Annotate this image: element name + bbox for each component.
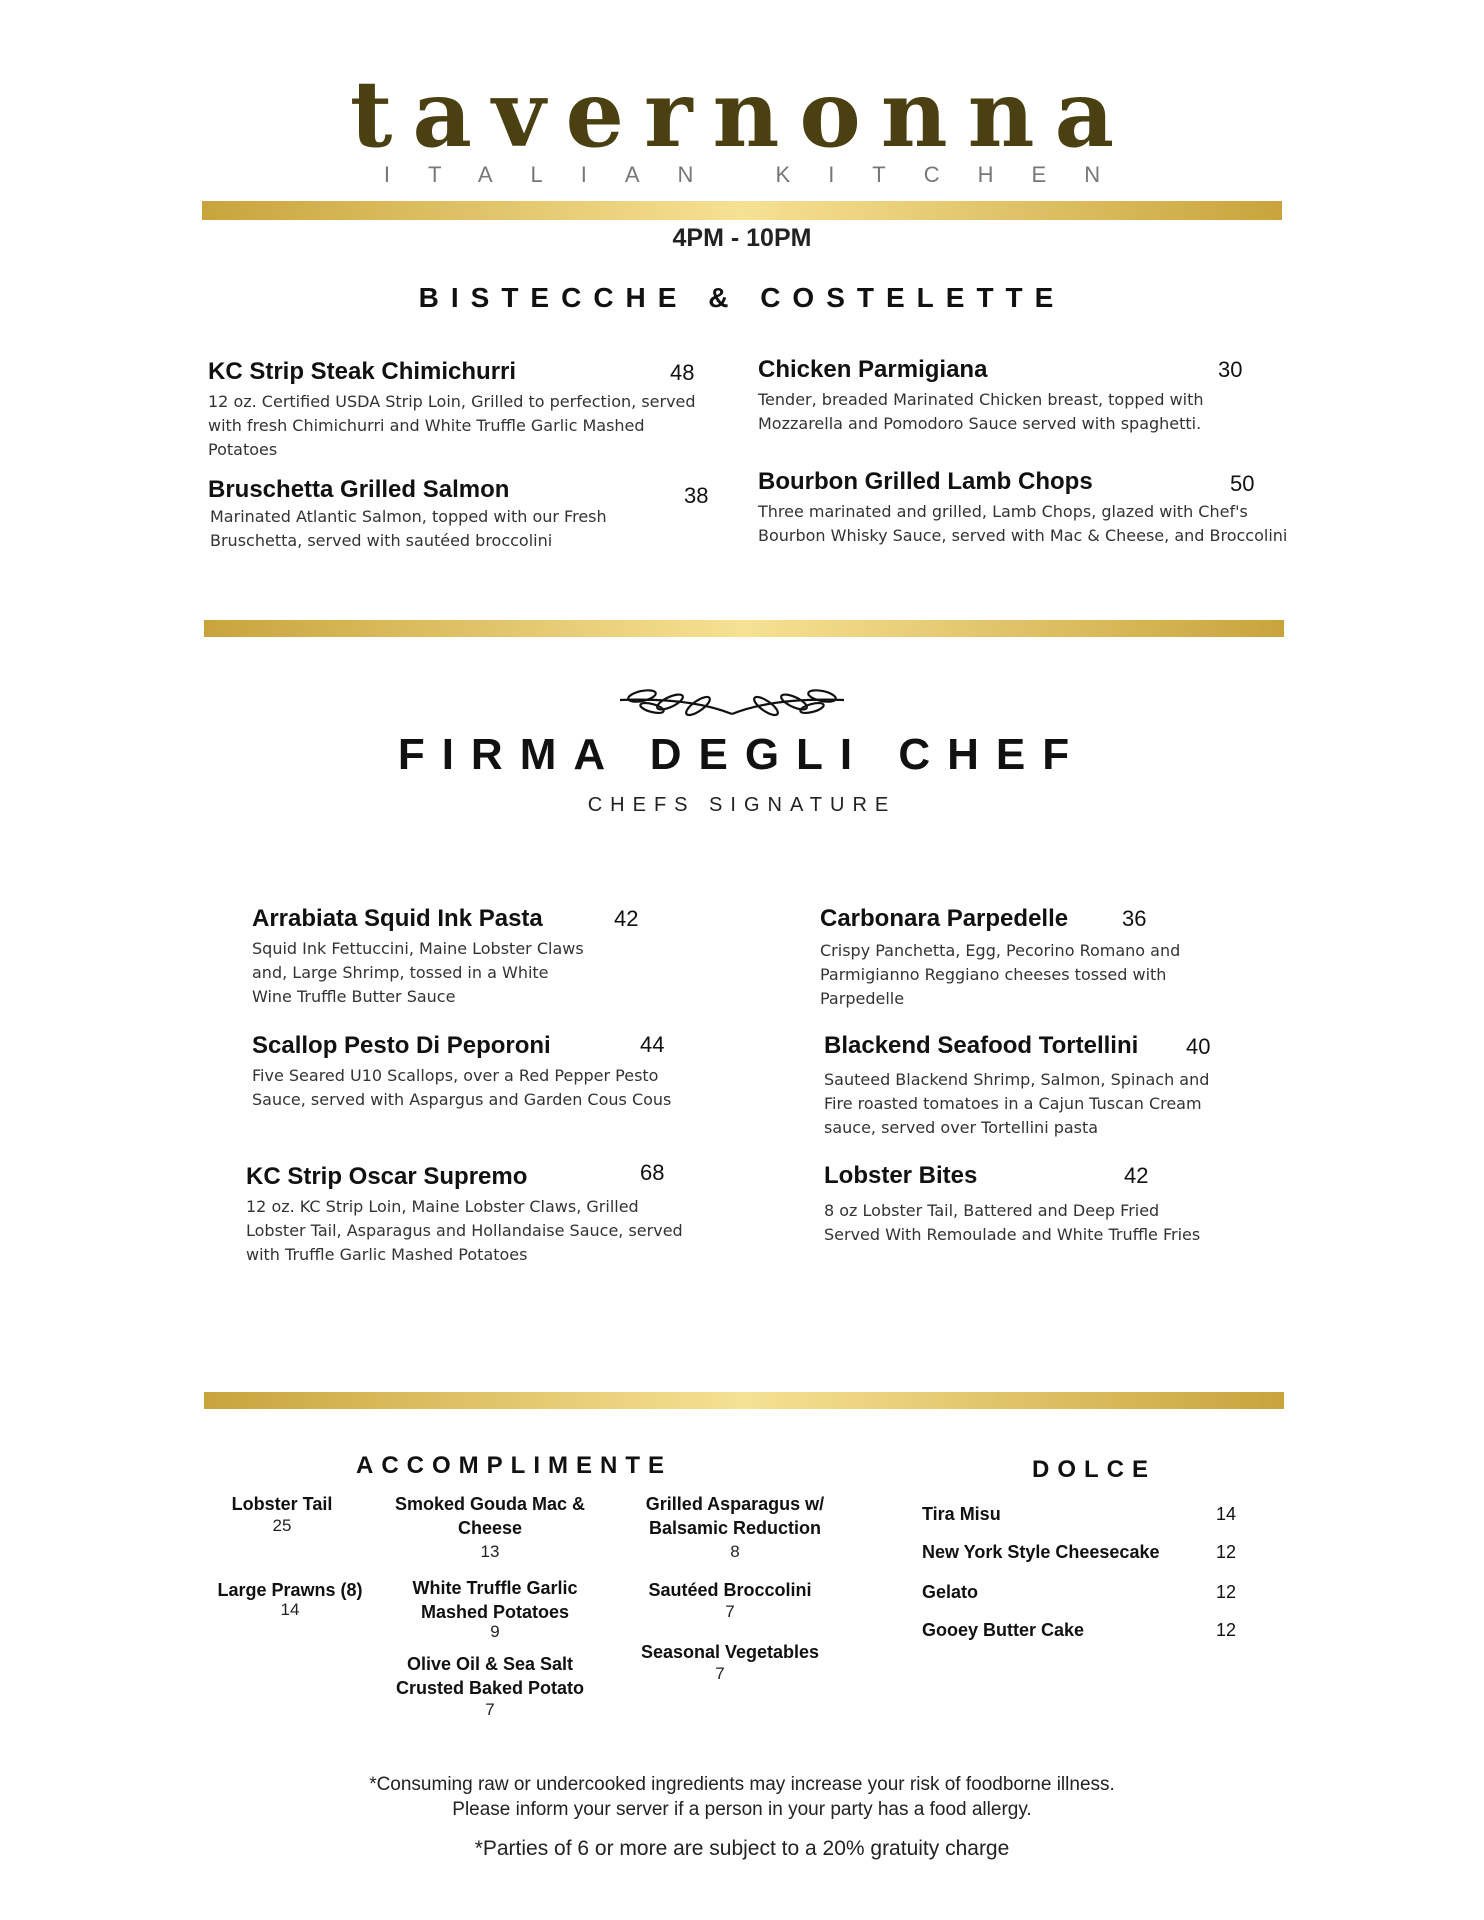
side-price: 25 [272,1516,292,1535]
dish-name: Blackend Seafood Tortellini [824,1032,1139,1059]
dish-price: 40 [1186,1034,1211,1059]
side-name: Seasonal Vegetables [640,1642,820,1662]
dessert-price: 12 [1216,1582,1237,1602]
section-title-firma: FIRMA DEGLI CHEF [397,730,1087,779]
gratuity-notice: *Parties of 6 or more are subject to a 20% gratuity charge [474,1837,1010,1860]
side-price: 7 [715,1664,725,1683]
dish-name: Chicken Parmigiana [758,356,988,383]
dish-name: Scallop Pesto Di Peporoni [252,1032,551,1059]
dish-name: Bourbon Grilled Lamb Chops [758,468,1093,495]
gold-divider [202,201,1282,220]
dish-description: Marinated Atlantic Salmon, topped with our Fresh Bruschetta, served with sautéed broccolini [210,507,607,550]
section-title-dolce: DOLCE [1032,1456,1156,1483]
dish-price: 42 [614,906,639,931]
dish-name: Lobster Bites [824,1162,978,1189]
side-price: 13 [480,1542,500,1561]
side-name: Large Prawns (8) [217,1580,363,1600]
dish-name: KC Strip Oscar Supremo [246,1163,528,1190]
laurel-ornament-icon [612,680,852,722]
dessert-name: Gooey Butter Cake [922,1620,1085,1640]
side-name: Lobster Tail [231,1494,333,1514]
dish-description: Five Seared U10 Scallops, over a Red Pepper Pesto Sauce, served with Aspargus and Garden Cous Cous [252,1066,672,1109]
dish-description: 12 oz. Certified USDA Strip Loin, Grilled to perfection, served with fresh Chimichurri and White Truffle Garlic Mashed Potatoes [208,392,696,459]
brand-logo: tavernonna [349,60,1135,168]
allergy-warning-2: Please inform your server if a person in your party has a food allergy. [452,1799,1032,1820]
side-name: Smoked Gouda Mac & Cheese [394,1494,586,1538]
allergy-warning: *Consuming raw or undercooked ingredients may increase your risk of foodborne illness. [369,1774,1115,1795]
dish-name: Carbonara Parpedelle [820,905,1069,932]
side-price: 7 [485,1700,495,1719]
dessert-price: 14 [1216,1504,1237,1524]
dessert-price: 12 [1216,1620,1237,1640]
brand-tagline: ITALIAN KITCHEN [383,162,1139,187]
side-price: 14 [280,1600,300,1619]
dish-price: 48 [670,360,695,385]
dish-price: 42 [1124,1163,1149,1188]
side-price: 8 [730,1542,740,1561]
dish-price: 50 [1230,471,1255,496]
dish-price: 36 [1122,906,1147,931]
dish-description: Crispy Panchetta, Egg, Pecorino Romano and Parmigianno Reggiano cheeses tossed with Parpedelle [820,941,1181,1008]
dessert-name: New York Style Cheesecake [922,1542,1160,1562]
section-title-accomplimente: ACCOMPLIMENTE [356,1452,672,1479]
side-name: Olive Oil & Sea Salt Crusted Baked Potato [395,1654,585,1698]
dish-description: Sauteed Blackend Shrimp, Salmon, Spinach and Fire roasted tomatoes in a Cajun Tuscan Cream sauce, served over Tortellini pasta [824,1070,1210,1137]
hours: 4PM - 10PM [672,224,812,252]
dessert-name: Tira Misu [922,1504,1001,1524]
dessert-price: 12 [1216,1542,1237,1562]
dish-name: Arrabiata Squid Ink Pasta [252,905,543,932]
dish-name: KC Strip Steak Chimichurri [208,358,517,385]
dish-price: 68 [640,1160,665,1185]
gold-divider [204,1392,1284,1409]
dish-price: 30 [1218,357,1243,382]
dish-name: Bruschetta Grilled Salmon [208,476,510,503]
dish-price: 38 [684,483,709,508]
dessert-name: Gelato [922,1582,979,1602]
gold-divider [204,620,1284,637]
dish-description: Squid Ink Fettuccini, Maine Lobster Claws and, Large Shrimp, tossed in a White Wine Truffle Butter Sauce [252,939,584,1006]
section-subtitle: CHEFS SIGNATURE [587,794,897,816]
section-title-bistecche: BISTECCHE & COSTELETTE [418,282,1066,313]
side-price: 9 [490,1622,500,1641]
dish-description: Tender, breaded Marinated Chicken breast, topped with Mozzarella and Pomodoro Sauce served with spaghetti. [758,390,1204,433]
side-name: Sautéed Broccolini [648,1580,812,1600]
dish-price: 44 [640,1032,665,1057]
dish-description: 12 oz. KC Strip Loin, Maine Lobster Claws, Grilled Lobster Tail, Asparagus and Hollandaise Sauce, served with Truffle Garlic Mashed Potatoes [246,1197,683,1264]
dish-description: Three marinated and grilled, Lamb Chops, glazed with Chef's Bourbon Whisky Sauce, served with Mac & Cheese, and Broccolini [758,502,1288,545]
side-name: White Truffle Garlic Mashed Potatoes [412,1578,578,1622]
side-price: 7 [725,1602,735,1621]
side-name: Grilled Asparagus w/ Balsamic Reduction [645,1494,825,1538]
dish-description: 8 oz Lobster Tail, Battered and Deep Fried Served With Remoulade and White Truffle Fries [824,1201,1201,1244]
